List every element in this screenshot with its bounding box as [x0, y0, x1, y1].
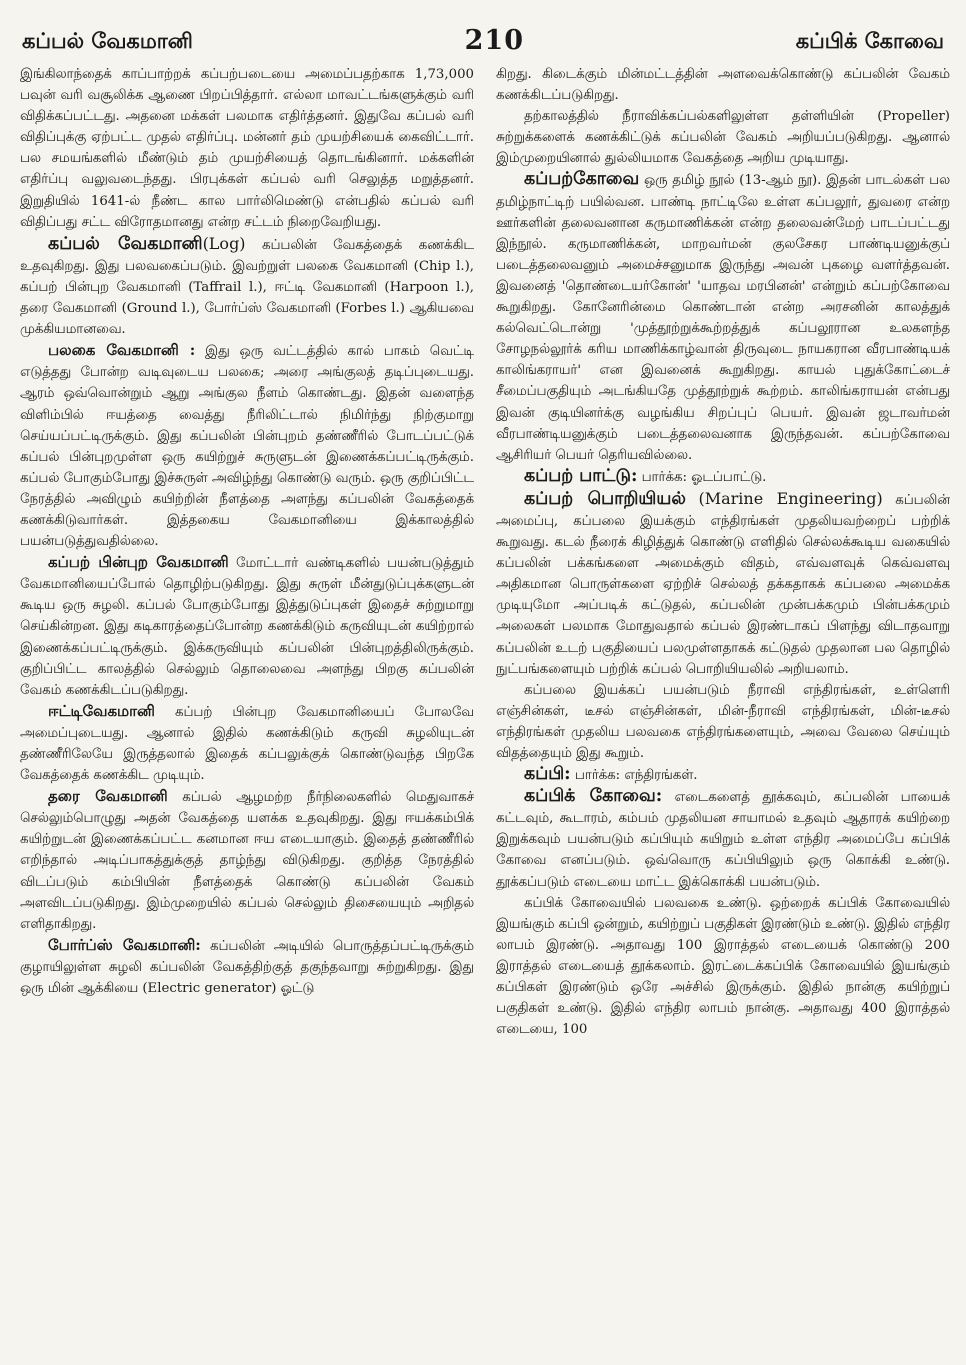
entry-body: பார்க்க: எந்திரங்கள். [574, 768, 698, 784]
subentry-heading: ஈட்டிவேகமானி [48, 701, 155, 720]
entry-kappar-paattu [496, 466, 950, 488]
running-head-left: கப்பல் வேகமானி [22, 28, 193, 53]
subentry-heading: கப்பற் பின்புற வேகமானி [48, 553, 229, 572]
subentry-heading: போர்ப்ஸ் வேகமானி: [48, 935, 201, 954]
left-column [20, 64, 474, 1354]
entry-body: ஒரு தமிழ் நூல் (13-ஆம் நூ). இதன் பாடல்கள் பல தமிழ்நாட்டிற் பயில்வன. பாண்டி நாட்டிலே உள்ள கப்பலூர், துவரை என்ற ஊர்களின் தலைவனான கருமாணிக்கன் என்ற தலைவன்மேற் பாடப்பட்டது இந்நூல். கருமாணிக்கன், மாறவர்மன் குலசேகர பாண்டியனுக்குப் படைத்தலைவனும் அமைச்சனுமாக இருந்து அவன் புகழை வளர்த்தவன். இவனைத் 'தொண்டையர்கோன்' 'யாதவ மரபினன்' என்றும் கப்பற்கோவை கூறுகிறது. கோனேரின்மை கொண்டான் என்ற அரசனின் காலத்துக் கல்வெட்டொன்று 'முத்தூற்றுக்கூற்றத்துக் கப்பலூரான உலகளந்த சோழநல்லூர்க் கரிய மாணிக்காழ்வான் திருவுடை நாயகரான வீரபாண்டியக் காலிங்கராயர்' என இவனைக் கூறுகிறது. காயல் புதுக்கோட்டைச் சீமைப்பகுதியும் அடங்கியதே முத்தூற்றுக் கூற்றம். காலிங்கராயன் என்பது இவன் குடியினர்க்கு வழங்கிய சிறப்புப் பெயர். இவன் ஜடாவர்மன் வீரபாண்டியனுக்கும் படைத்தலைவனாக இருந்தவன். கப்பற்கோவை ஆசிரியர் பெயர் தெரியவில்லை. [496, 173, 950, 463]
text-columns [20, 64, 950, 1354]
entry-heading: கப்பி: [524, 764, 571, 785]
entry-ground-log [20, 786, 474, 935]
entry-heading: கப்பிக் கோவை: [524, 786, 663, 807]
paragraph: கப்பலை இயக்கப் பயன்படும் நீராவி எந்திரங்கள், உள்ளெரி எஞ்சின்கள், டீசல் எஞ்சின்கள், மின்-நீராவி எந்திரங்கள், மின்-டீசல் எந்திரங்கள் முதலிய பலவகை எந்திரங்களையும், அவை வேலை செய்யும் விதத்தையும் இது கூறும். [496, 682, 950, 761]
entry-heading: கப்பற் பொறியியல் [524, 488, 686, 509]
entry-marine-engineering [496, 488, 950, 680]
subentry-heading: பலகை வேகமானி : [48, 341, 196, 360]
entry-body: கப்பலின் அமைப்பு, கப்பலை இயக்கும் எந்திரங்கள் முதலியவற்றைப் பற்றிக் கூறுவது. கடல் நீரைக் கிழித்துக் கொண்டு எளிதில் செல்லக்கூடிய வகையில் கப்பலின் பக்கங்களை அமைக்கும் விதம், எவ்வளவுக் கெவ்வளவு அதிகமான பொருள்களை ஏற்றிச் செல்லத் தக்கதாகக் கப்பலை அமைக்க முடியுமோ அப்படிக் கட்டுதல், கப்பலின் முன்பக்கமும் பின்பக்கமும் அலைகள் பலமாக மோதுவதால் கப்பல் இரண்டாகப் பிளந்து விடாதவாறு கப்பலின் உடற் பகுதியைப் பலமுள்ளதாகக் கட்டுதல் முதலான பல தொழில் நுட்பங்களையும் பற்றிக் கப்பல் பொறியியலில் அறியலாம். [496, 492, 950, 677]
entry-heading-english: (Log) [202, 233, 246, 253]
subentry-body: இது ஒரு வட்டத்தில் கால் பாகம் வெட்டி எடுத்தது போன்ற வடிவுடைய பலகை; அரை அங்குலத் தடிப்புடையது. ஆரம் ஒவ்வொன்றும் ஆறு அங்குல நீளம் கொண்டது. இதன் வளைந்த விளிம்பில் ஈயத்தை வைத்து நீரிலிட்டால் நிமிர்ந்து நிற்குமாறு செய்யப்பட்டிருக்கும். இது கப்பலின் பின்புறம் தண்ணீரில் போடப்பட்டுக் கப்பல் பின்புறமுள்ள ஒரு கயிற்றுச் சுருளுடன் இணைக்கப்பட்டிருக்கும். கப்பல் போகும்போது இச்சுருள் அவிழ்ந்து கொண்டு வரும். ஒரு குறிப்பிட்ட நேரத்தில் அவிழும் கயிற்றின் நீளத்தை அளந்து கப்பலின் வேகத்தைக் கணக்கிடுவார்கள். இத்தகைய வேகமானியை இக்காலத்தில் பயன்படுத்துவதில்லை. [20, 344, 474, 550]
entry-heading: கப்பற்கோவை [524, 169, 640, 190]
subentry-body: கப்பற் பின்புற வேகமானியைப் போலவே அமைப்புடையது. ஆனால் இதில் கணக்கிடும் கருவி சுழலியுடன் தண்ணீரிலேயே இருத்தலால் இதைக் கப்பலுக்குக் கொண்டுவந்த பிறகே வேகத்தைக் கணக்கிட முடியும். [20, 704, 474, 784]
entry-heading: கப்பல் வேகமானி [48, 233, 203, 254]
running-head-right: கப்பிக் கோவை [795, 28, 944, 53]
entry-harpoon-log [20, 701, 474, 786]
entry-forbes-log [20, 935, 474, 999]
paragraph: கப்பிக் கோவையில் பலவகை உண்டு. ஒற்றைக் கப்பிக் கோவையில் இயங்கும் கப்பி ஒன்றும், கயிற்றுப் பகுதிகள் இரண்டும் உண்டு. இதில் எந்திர லாபம் இரண்டு. அதாவது 100 இராத்தல் எடையைக் கொண்டு 200 இராத்தல் எடையைத் தூக்கலாம். இரட்டைக்கப்பிக் கோவையில் இயங்கும் கப்பிகள் இரண்டும் ஒரே அச்சில் இருக்கும். இதில் நான்கு கயிற்றுப் பகுதிகள் உண்டு. இதில் எந்திர லாபம் நான்கு. அதாவது 400 இராத்தல் எடையை, 100 [496, 895, 950, 1038]
entry-taffrail-log [20, 552, 474, 701]
entry-kappi [496, 764, 950, 786]
entry-body: எடைகளைத் தூக்கவும், கப்பலின் பாயைக் கட்டவும், கூடாரம், கம்பம் முதலியன சாயாமல் உதவும் ஆதாரக் கயிற்றை இறுக்கவும் பயன்படும் கப்பியும் கயிறும் உள்ள எந்திர அமைப்பே கப்பிக் கோவை எனப்படும். ஒவ்வொரு கப்பியிலும் ஒரு கொக்கி உண்டு. தூக்கப்படும் எடையை மாட்ட இக்கொக்கி பயன்படும். [496, 790, 950, 890]
entry-chip-log [20, 340, 474, 552]
entry-heading-english: (Marine Engineering) [698, 488, 883, 508]
page-number: 210 [464, 25, 524, 56]
subentry-body: கப்பலின் அடியில் பொருத்தப்பட்டிருக்கும் குழாயிலுள்ள சுழலி கப்பலின் வேகத்திற்குத் தகுந்தவாறு சுற்றுகிறது. இது ஒரு மின் ஆக்கியை (Electric generator) ஓட்டு [20, 938, 474, 997]
subentry-heading: தரை வேகமானி [48, 787, 168, 806]
paragraph: கிறது. கிடைக்கும் மின்மட்டத்தின் அளவைக்கொண்டு கப்பலின் வேகம் கணக்கிடப்படுகிறது. [496, 67, 950, 104]
entry-body: கப்பலின் வேகத்தைக் கணக்கிட உதவுகிறது. இது பலவகைப்படும். இவற்றுள் பலகை வேகமானி (Chip l.), கப்பற் பின்புற வேகமானி (Taffrail l.), ஈட்டி வேகமானி (Harpoon l.), தரை வேகமானி (Ground l.), போர்ப்ஸ் வேகமானி (Forbes l.) ஆகியவை முக்கியமானவை. [20, 237, 474, 338]
paragraph: தற்காலத்தில் நீராவிக்கப்பல்களிலுள்ள தள்ளியின் (Propeller) சுற்றுக்களைக் கணக்கிட்டுக் கப்பலின் வேகம் அறியப்படுகிறது. ஆனால் இம்முறையினால் துல்லியமாக வேகத்தை அறிய முடியாது. [496, 109, 950, 167]
paragraph: இங்கிலாந்தைக் காப்பாற்றக் கப்பற்படையை அமைப்பதற்காக 1,73,000 பவுன் வரி வசூலிக்க ஆணை பிறப்பித்தார். எல்லா மாவட்டங்களுக்கும் வரி விதிக்கப்பட்டது. அதனை மக்கள் பலமாக எதிர்த்தனர். இதுவே கப்பல் வரி விதிப்புக்கு ஏற்பட்ட முதல் எதிர்ப்பு. மன்னர் தம் முயற்சியைக் கைவிட்டார். பல சமயங்களில் மீண்டும் தம் முயற்சியைத் தொடங்கினார். மக்களின் எதிர்ப்பு வலுவடைந்தது. பிரபுக்கள் கப்பல் வரி செலுத்த மறுத்தனர். இறுதியில் 1641-ல் நீண்ட கால பார்லிமெண்டு என்பதில் கப்பல் வரி விதிப்பது சட்ட விரோதமானது என்ற சட்டம் நிறைவேறியது. [20, 67, 474, 230]
entry-log [20, 233, 474, 340]
page-header [22, 14, 944, 56]
right-column [496, 64, 950, 1354]
entry-body: பார்க்க: ஓடப்பாட்டு. [641, 469, 767, 485]
entry-kappik-kovai [496, 786, 950, 892]
subentry-body: மோட்டார் வண்டிகளில் பயன்படுத்தும் வேகமானியைப்போல் தொழிற்படுகிறது. இது சுருள் மீன்துடுப்புக்களுடன் கூடிய ஒரு சுழலி. கப்பல் போகும்போது இத்துடுப்புகள் இதைச் சுற்றுமாறு செய்கின்றன. இது கடிகாரத்தைப்போன்ற கணக்கிடும் கருவியுடன் கயிற்றால் இணைக்கப்பட்டிருக்கும். இக்கருவியும் கப்பலின் பின்புறத்திலிருக்கும். குறிப்பிட்ட காலத்தில் செல்லும் தொலைவை அளந்து பிறகு கப்பலின் வேகம் கணக்கிடப்படுகிறது. [20, 556, 474, 698]
subentry-body: கப்பல் ஆழமற்ற நீர்நிலைகளில் மெதுவாகச் செல்லும்பொழுது அதன் வேகத்தை யளக்க உதவுகிறது. இது ஈயக்கம்பிக் கயிற்றுடன் இணைக்கப்பட்ட கனமான ஈய எடையாகும். இதைத் தண்ணீரில் எறிந்தால் அடிப்பாகத்துக்குத் தாழ்ந்து விடுகிறது. குறித்த நேரத்தில் விடப்படும் கம்பியின் நீளத்தைக் கொண்டு கப்பலின் வேகம் அளவிடப்படுகிறது. இம்முறையில் கப்பல் செல்லும் திசையையும் அறிதல் எளிதாகிறது. [20, 790, 474, 932]
entry-heading: கப்பற் பாட்டு: [524, 465, 638, 486]
entry-kappar-kovai [496, 169, 950, 465]
